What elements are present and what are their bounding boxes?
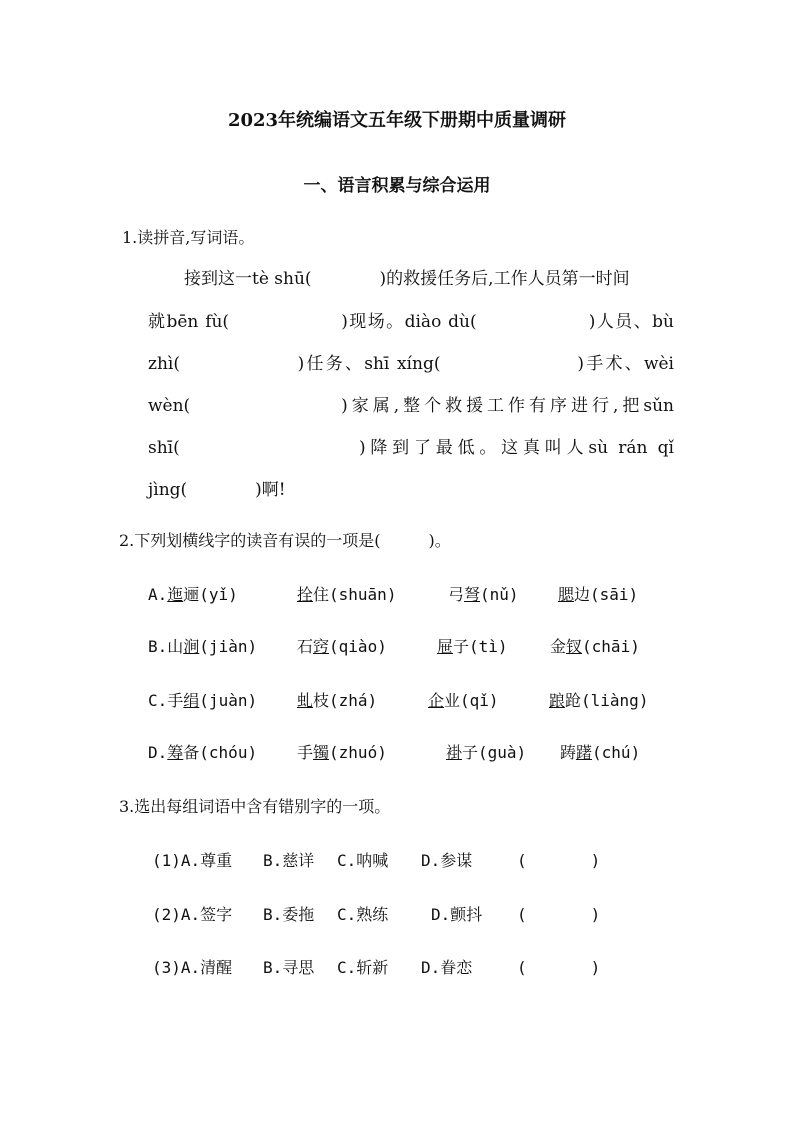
q3-answer-blank: ( ) (517, 905, 601, 924)
q2-word-suffix: (juàn) (199, 691, 258, 710)
q1-line-1: 接到这一tè shū( )的救援任务后,工作人员第一时间 (184, 269, 630, 289)
q3-answer-blank: ( ) (517, 958, 601, 977)
q2-option-b-4 (550, 634, 640, 657)
q3-option-b: B.寻思 (263, 958, 315, 977)
q1-question: 1.读拼音,写词语。 (122, 228, 255, 247)
q2-option-b-3 (437, 634, 508, 657)
q2-underlined-char: 筹 (167, 743, 184, 762)
q2-word-prefix: 手 (167, 691, 184, 710)
q3-option-d: D.眷恋 (421, 958, 473, 977)
q2-option-c-2 (297, 688, 377, 711)
q3-option-c: C.斩新 (337, 958, 389, 977)
q2-option-a-3 (448, 582, 519, 605)
q2-underlined-char: 企 (428, 691, 445, 710)
q2-underlined-char: 虬 (297, 691, 314, 710)
q1-line-2: 就bēn fù( )现场。diào dù( )人员、bù (148, 312, 674, 332)
q2-underlined-char: 窍 (313, 637, 330, 656)
q2-underlined-char: 褂 (446, 743, 463, 762)
q2-option-b-2 (297, 634, 387, 657)
q2-underlined-char: 屉 (437, 637, 454, 656)
q2-word-suffix: (zhuó) (329, 743, 387, 762)
q3-option-a: A.签字 (180, 905, 233, 924)
q2-word-prefix: 金 (550, 637, 567, 656)
q3-row-num: (2) (152, 905, 181, 924)
page-title: 2023年统编语文五年级下册期中质量调研 (227, 110, 567, 131)
q3-option-a: A.尊重 (180, 851, 233, 870)
q2-word-suffix: (nǔ) (480, 585, 519, 604)
q2-word-prefix: 手 (297, 743, 314, 762)
q2-underlined-char: 钗 (566, 637, 583, 656)
q3-question: 3.选出每组词语中含有错别字的一项。 (119, 797, 391, 816)
q2-word-suffix: (chú) (592, 743, 641, 762)
q3-row-num: (3) (152, 958, 181, 977)
q2-option-a-1 (148, 582, 238, 605)
q2-underlined-char: 弩 (464, 585, 481, 604)
q2-option-c-1 (148, 688, 257, 711)
section-heading: 一、语言积累与综合运用 (303, 176, 491, 196)
q2-underlined-char: 绢 (183, 691, 200, 710)
q2-option-label: B. (148, 637, 168, 656)
q2-option-label: A. (148, 585, 168, 604)
q2-option-c-4 (549, 688, 648, 711)
q2-word-prefix: 弓 (448, 585, 465, 604)
q2-option-d-3 (446, 740, 526, 763)
q1-line-4: wèn( )家属,整个救援工作有序进行,把sǔn (148, 396, 674, 416)
q3-answer-blank: ( ) (517, 851, 601, 870)
q1-line-6: jìng( )啊! (148, 480, 286, 500)
q3-option-b: B.委拖 (263, 905, 315, 924)
q2-option-label: D. (148, 743, 168, 762)
q2-word-suffix: (qiào) (329, 637, 387, 656)
q2-word-suffix: 逦(yǐ) (183, 585, 238, 604)
q2-option-label: C. (148, 691, 168, 710)
q2-word-suffix: 枝(zhá) (313, 691, 378, 710)
q2-option-a-2 (297, 582, 396, 605)
q3-row-3 (152, 955, 232, 978)
q2-word-prefix: 踌 (560, 743, 577, 762)
q2-word-suffix: 住(shuān) (313, 585, 397, 604)
q2-option-c-3 (428, 688, 499, 711)
q1-line-5: shī( )降到了最低。这真叫人sù rán qǐ (148, 438, 674, 458)
q2-option-b-1 (148, 634, 257, 657)
q2-underlined-char: 迤 (167, 585, 184, 604)
q2-word-suffix: 子(tì) (453, 637, 508, 656)
q2-word-suffix: (chāi) (582, 637, 640, 656)
q2-word-suffix: 备(chóu) (183, 743, 258, 762)
q2-option-a-4 (558, 582, 638, 605)
q2-underlined-char: 腮 (558, 585, 575, 604)
q2-underlined-char: 踉 (549, 691, 566, 710)
q3-option-b: B.慈详 (263, 851, 315, 870)
q2-word-suffix: 子(guà) (462, 743, 527, 762)
q1-line-3: zhì( )任务、shī xíng( )手术、wèi (148, 354, 674, 374)
q3-option-a: A.清醒 (180, 958, 233, 977)
q2-underlined-char: 镯 (313, 743, 330, 762)
q3-option-c: C.呐喊 (337, 851, 389, 870)
q2-word-suffix: (jiàn) (199, 637, 258, 656)
q2-word-suffix: 业(qǐ) (444, 691, 499, 710)
q2-word-suffix: 边(sāi) (574, 585, 639, 604)
q2-word-suffix: 跄(liàng) (565, 691, 649, 710)
q2-word-prefix: 石 (297, 637, 314, 656)
q2-word-prefix: 山 (167, 637, 184, 656)
q2-underlined-char: 躇 (576, 743, 593, 762)
q3-row-2 (152, 902, 232, 925)
q3-row-num: (1) (152, 851, 181, 870)
q3-option-d: D.颤抖 (431, 905, 483, 924)
q3-option-d: D.参谋 (421, 851, 473, 870)
q2-underlined-char: 拴 (297, 585, 314, 604)
q2-option-d-4 (560, 740, 640, 763)
q2-question: 2.下列划横线字的读音有误的一项是( )。 (119, 531, 451, 550)
q2-underlined-char: 涧 (183, 637, 200, 656)
q2-option-d-2 (297, 740, 387, 763)
q2-option-d-1 (148, 740, 257, 763)
q3-option-c: C.熟练 (337, 905, 389, 924)
q3-row-1 (152, 848, 232, 871)
